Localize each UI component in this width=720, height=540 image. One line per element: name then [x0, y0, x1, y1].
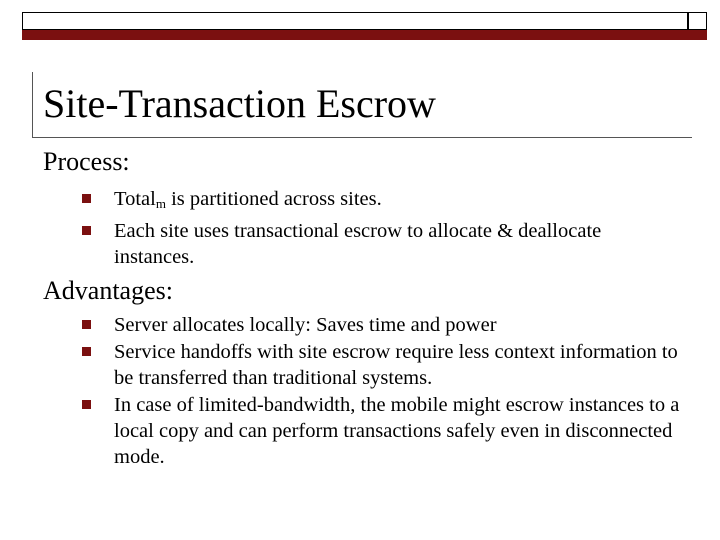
subscript-m: m	[155, 196, 166, 211]
slide-title: Site-Transaction Escrow	[43, 81, 436, 126]
bullet-item	[80, 339, 680, 391]
bullet-item	[80, 312, 680, 338]
bullet-item	[80, 186, 680, 217]
square-bullet-icon	[82, 347, 91, 356]
bullet-item	[80, 218, 680, 270]
bullet-text-prefix: Total	[114, 188, 156, 210]
square-bullet-icon	[82, 400, 91, 409]
bullet-text: Each site uses transactional escrow to allocate & deallocate instances.	[114, 220, 602, 268]
square-bullet-icon	[82, 226, 91, 235]
bullet-text: Server allocates locally: Saves time and power	[114, 314, 497, 336]
bullet-text: Service handoffs with site escrow require less context information to be transferred than traditional systems.	[114, 341, 678, 389]
process-bullet-list	[80, 186, 680, 271]
section-heading-process: Process:	[43, 147, 130, 176]
advantages-bullet-list	[80, 312, 680, 471]
bullet-text: In case of limited-bandwidth, the mobile might escrow instances to a local copy and can perform transactions safely even in disconnected mode.	[114, 394, 680, 468]
bullet-item	[80, 392, 680, 470]
square-bullet-icon	[82, 320, 91, 329]
bullet-text-suffix: is partitioned across sites.	[165, 188, 382, 210]
header-corner-accent	[688, 29, 707, 40]
square-bullet-icon	[82, 194, 91, 203]
header-accent-bar	[22, 29, 688, 40]
section-heading-advantages: Advantages:	[43, 276, 173, 305]
